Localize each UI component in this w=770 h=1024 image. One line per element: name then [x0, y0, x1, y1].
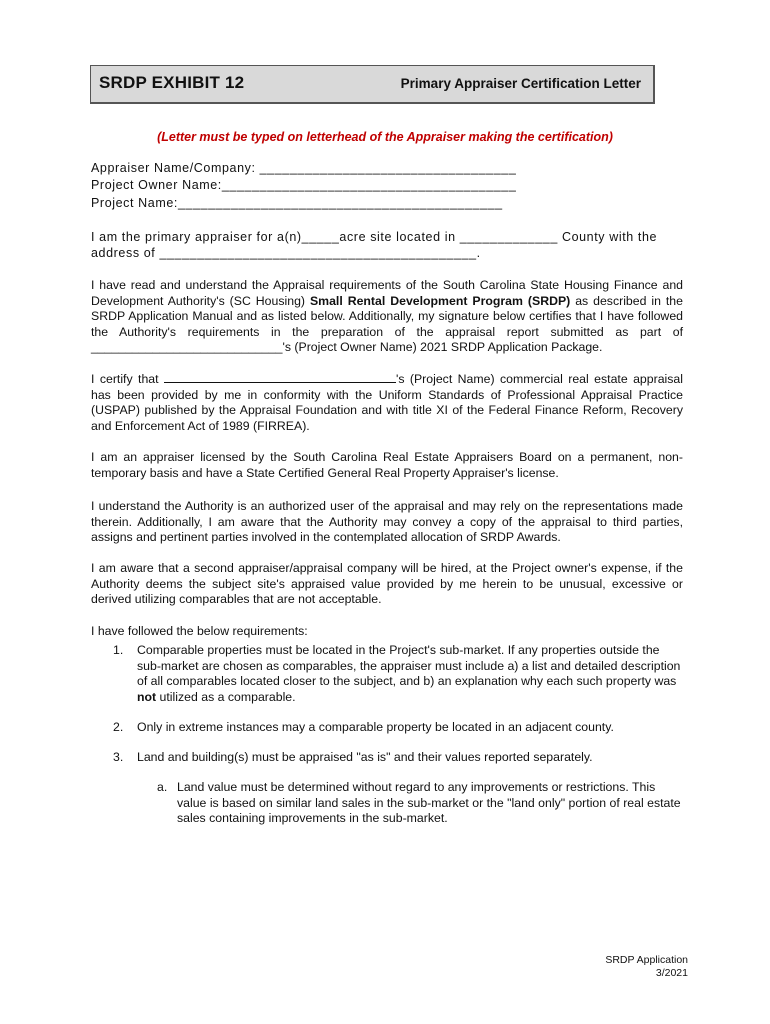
requirement-number: 2.	[113, 720, 124, 734]
para2-tail: 's (Project Name) commercial real estate appraisal has been provided by me in conformity with the Uniform Standards of Professional Appraisal Practice (USPAP) published by the Appraisal Foundation and with title XI of the Federal Finance Reform, Recovery and Enforcement Act of 1989 (FIRREA).	[91, 372, 683, 433]
para5-text: I am aware that a second appraiser/appraisal company will be hired, at the Project owner's expense, if the Authority deems the subject site's appraised value provided by me herein to be unusual, excessive or derived utilizing comparables that are not acceptable.	[91, 561, 683, 607]
sub-requirement-a	[157, 780, 683, 827]
requirement-1-lead: Comparable properties must be located in the Project's sub-market. If any properties outside the sub-market are chosen as comparables, the appraiser must include a) a list and detailed description of all comparables located closer to the subject, and b) an explanation why each such property was	[137, 643, 681, 689]
page-footer	[605, 954, 688, 980]
paragraph-licensed	[91, 450, 683, 481]
requirement-3-text: Land and building(s) must be appraised "as is" and their values reported separately.	[137, 750, 593, 764]
document-title: Primary Appraiser Certification Letter	[400, 76, 641, 91]
para1-tail: as described in the SRDP Application Manual and as listed below. Additionally, my signature below certifies that I have followed the Authority's requirements in the preparation of the appraisal report submitted as part of ____________________________'s (Project Owner Name) 2021 SRDP Application Package.	[91, 293, 683, 355]
project-name-blank	[164, 371, 396, 383]
primary-appraiser-line-2: address of __________________________________________.	[91, 246, 481, 260]
project-owner-field: Project Owner Name:_______________________________________	[91, 178, 517, 192]
requirement-number: 3.	[113, 750, 124, 764]
requirement-3	[113, 750, 683, 766]
para2-lead: I certify that	[91, 372, 164, 386]
program-name: Small Rental Development Program (SRDP)	[309, 293, 571, 308]
appraiser-name-field: Appraiser Name/Company: __________________________________	[91, 161, 517, 175]
paragraph-second-appraiser	[91, 561, 683, 608]
paragraph-read-understand	[91, 278, 683, 356]
requirements-intro	[91, 624, 683, 640]
letterhead-note: (Letter must be typed on letterhead of the Appraiser making the certification)	[157, 130, 613, 144]
sub-requirement-letter: a.	[157, 780, 168, 794]
project-name-field: Project Name:___________________________________________	[91, 196, 503, 210]
requirements-intro-text: I have followed the below requirements:	[91, 624, 308, 638]
requirement-number: 1.	[113, 643, 124, 657]
primary-appraiser-line-1: I am the primary appraiser for a(n)_____acre site located in _____________ County with the	[91, 230, 658, 244]
requirement-1	[113, 643, 683, 705]
para3-text: I am an appraiser licensed by the South Carolina Real Estate Appraisers Board on a permanent, non-temporary basis and have a State Certified General Real Property Appraiser's license.	[91, 450, 683, 480]
exhibit-header	[90, 65, 655, 104]
requirement-1-bold: not	[137, 689, 157, 704]
footer-date: 3/2021	[655, 967, 688, 979]
requirement-1-tail: utilized as a comparable.	[156, 689, 296, 704]
requirement-2	[113, 720, 683, 736]
para4-text: I understand the Authority is an authorized user of the appraisal and may rely on the representations made therein. Additionally, I am aware that the Authority may convey a copy of the appraisal to third parties, assigns and pertinent parties involved in the contemplated allocation of SRDP Awards.	[91, 499, 683, 545]
exhibit-number: SRDP EXHIBIT 12	[99, 73, 245, 92]
paragraph-authorized-user	[91, 499, 683, 546]
footer-application: SRDP Application	[605, 954, 688, 966]
sub-requirement-text: Land value must be determined without regard to any improvements or restrictions. This value is based on similar land sales in the sub-market or the "land only" portion of real estate sales containing improvements in the sub-market.	[177, 780, 681, 826]
para1-lead: I have read and understand the Appraisal requirements of the South Carolina State Housing Finance and Development Authority's (SC Housing)	[91, 278, 683, 308]
paragraph-certify	[91, 371, 683, 434]
requirement-2-text: Only in extreme instances may a comparable property be located in an adjacent county.	[137, 720, 614, 734]
